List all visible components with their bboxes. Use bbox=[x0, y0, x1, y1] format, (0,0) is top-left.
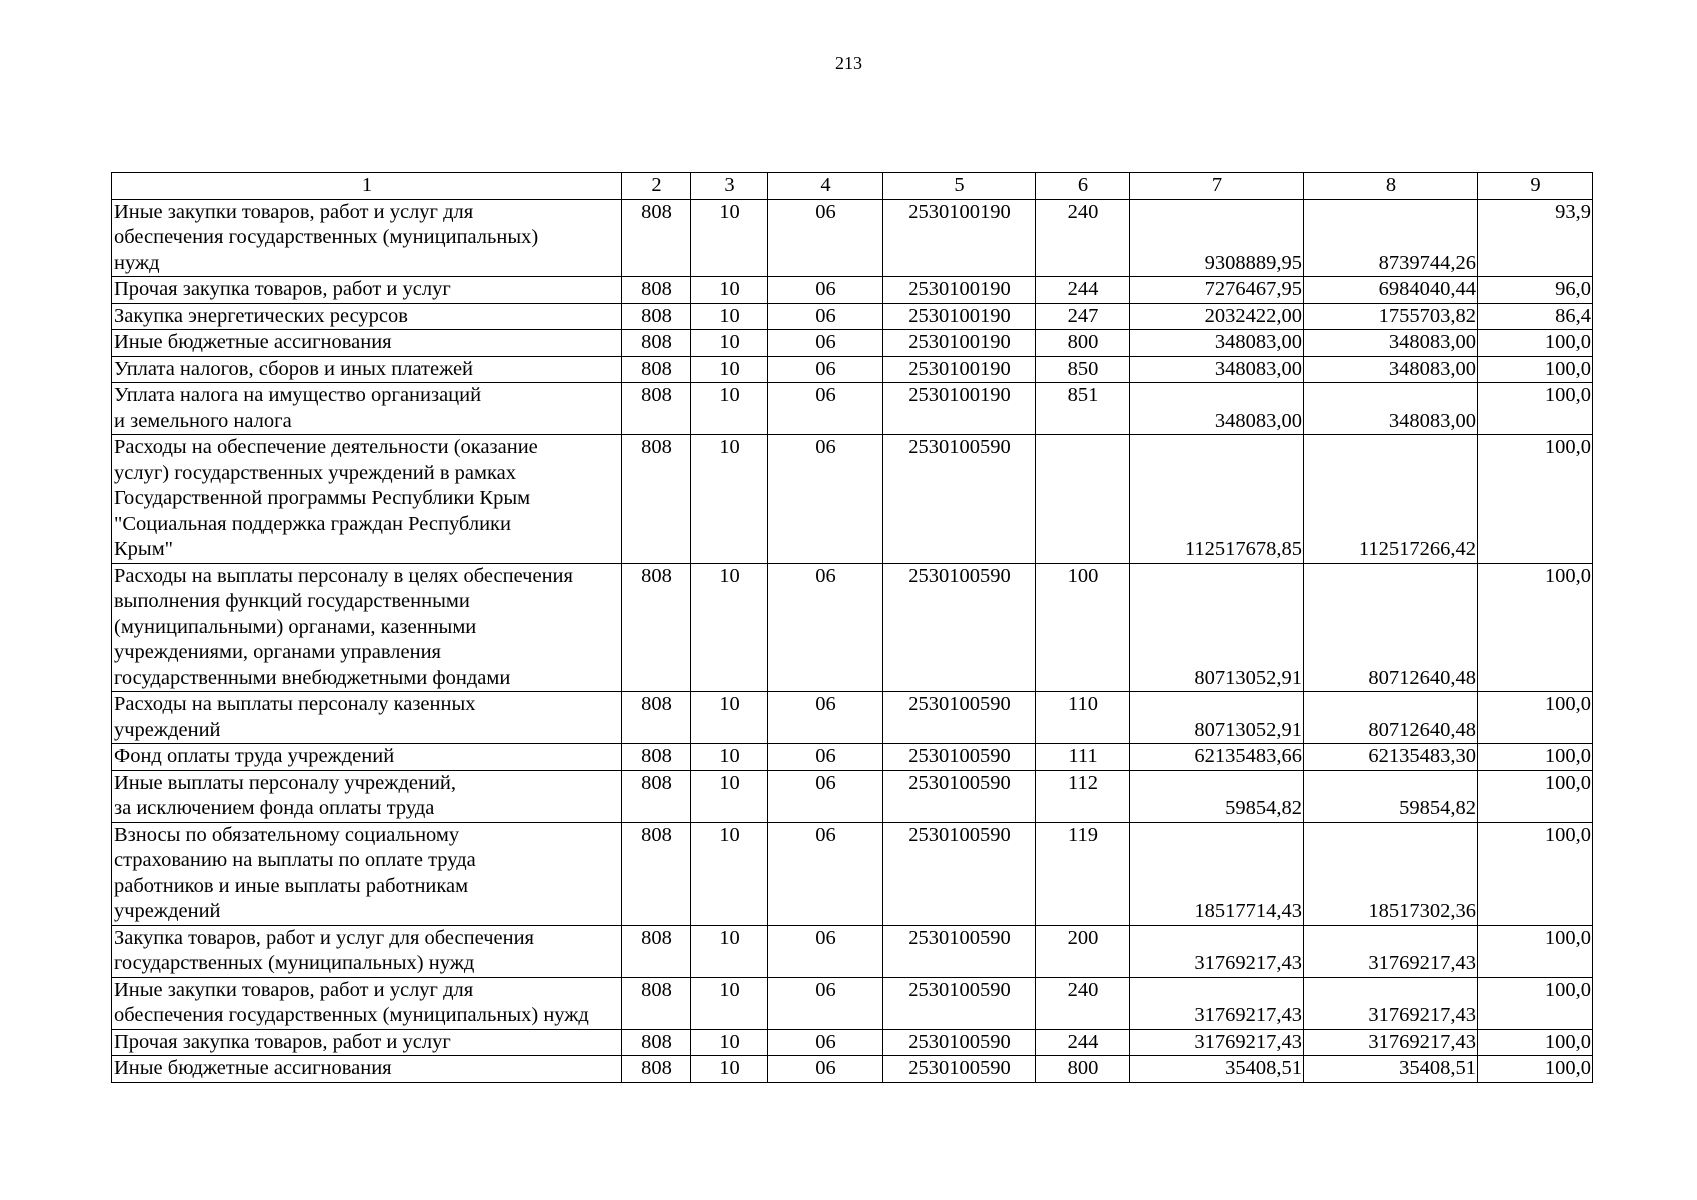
table-row bbox=[112, 356, 1593, 383]
planned-amount-cell: 62135483,66 bbox=[1130, 744, 1304, 771]
subsection-code-cell: 06 bbox=[768, 770, 883, 822]
budget-table bbox=[111, 172, 1593, 1083]
target-article-cell: 2530100190 bbox=[883, 356, 1036, 383]
item-name-line: Прочая закупка товаров, работ и услуг bbox=[114, 278, 451, 300]
subsection-code-cell: 06 bbox=[768, 199, 883, 277]
subsection-code-cell: 06 bbox=[768, 744, 883, 771]
item-name-cell bbox=[112, 1056, 622, 1083]
table-row bbox=[112, 977, 1593, 1029]
actual-amount-cell: 348083,00 bbox=[1304, 383, 1478, 435]
subsection-code-cell: 06 bbox=[768, 822, 883, 925]
year-code-cell: 808 bbox=[622, 383, 691, 435]
page-number: 213 bbox=[835, 53, 862, 73]
actual-amount-cell: 6984040,44 bbox=[1304, 277, 1478, 304]
planned-amount-cell: 9308889,95 bbox=[1130, 199, 1304, 277]
actual-amount-cell: 348083,00 bbox=[1304, 356, 1478, 383]
target-article-cell: 2530100590 bbox=[883, 1029, 1036, 1056]
expense-type-cell: 112 bbox=[1036, 770, 1130, 822]
subsection-code-cell: 06 bbox=[768, 977, 883, 1029]
target-article-cell: 2530100590 bbox=[883, 563, 1036, 692]
item-name-cell bbox=[112, 977, 622, 1029]
year-code-cell: 808 bbox=[622, 925, 691, 977]
table-row bbox=[112, 330, 1593, 357]
item-name-line: Иные выплаты персоналу учреждений, bbox=[114, 771, 457, 794]
expense-type-cell: 240 bbox=[1036, 977, 1130, 1029]
section-code-cell: 10 bbox=[691, 330, 768, 357]
item-name-line: за исключением фонда оплаты труда bbox=[114, 797, 435, 819]
expense-type-cell: 244 bbox=[1036, 277, 1130, 304]
section-code-cell: 10 bbox=[691, 925, 768, 977]
item-name-line: Иные бюджетные ассигнования bbox=[114, 331, 392, 353]
year-code-cell: 808 bbox=[622, 356, 691, 383]
item-name-cell bbox=[112, 822, 622, 925]
year-code-cell: 808 bbox=[622, 303, 691, 330]
header-row bbox=[112, 173, 1593, 200]
execution-percent-cell: 100,0 bbox=[1478, 822, 1593, 925]
table-row bbox=[112, 692, 1593, 744]
column-header: 8 bbox=[1304, 173, 1478, 200]
year-code-cell: 808 bbox=[622, 692, 691, 744]
item-name-line: обеспечения государственных (муниципальных) нужд bbox=[114, 1004, 589, 1026]
subsection-code-cell: 06 bbox=[768, 1029, 883, 1056]
column-header: 4 bbox=[768, 173, 883, 200]
item-name-line: учреждений bbox=[114, 718, 221, 741]
table-row bbox=[112, 822, 1593, 925]
target-article-cell: 2530100590 bbox=[883, 435, 1036, 564]
item-name-cell bbox=[112, 277, 622, 304]
item-name-line: Взносы по обязательному социальному bbox=[114, 823, 460, 846]
section-code-cell: 10 bbox=[691, 383, 768, 435]
execution-percent-cell: 100,0 bbox=[1478, 563, 1593, 692]
item-name-cell bbox=[112, 770, 622, 822]
execution-percent-cell: 100,0 bbox=[1478, 977, 1593, 1029]
table-row bbox=[112, 303, 1593, 330]
section-code-cell: 10 bbox=[691, 1029, 768, 1056]
execution-percent-cell: 96,0 bbox=[1478, 277, 1593, 304]
actual-amount-cell: 31769217,43 bbox=[1304, 925, 1478, 977]
execution-percent-cell: 100,0 bbox=[1478, 330, 1593, 357]
item-name-line: Закупка энергетических ресурсов bbox=[114, 304, 408, 327]
actual-amount-cell: 62135483,30 bbox=[1304, 744, 1478, 771]
target-article-cell: 2530100190 bbox=[883, 277, 1036, 304]
year-code-cell: 808 bbox=[622, 744, 691, 771]
table-row bbox=[112, 744, 1593, 771]
execution-percent-cell: 100,0 bbox=[1478, 1029, 1593, 1056]
year-code-cell: 808 bbox=[622, 977, 691, 1029]
item-name-line: Иные закупки товаров, работ и услуг для bbox=[114, 200, 474, 223]
section-code-cell: 10 bbox=[691, 692, 768, 744]
section-code-cell: 10 bbox=[691, 356, 768, 383]
planned-amount-cell: 348083,00 bbox=[1130, 356, 1304, 383]
year-code-cell: 808 bbox=[622, 1056, 691, 1083]
subsection-code-cell: 06 bbox=[768, 356, 883, 383]
actual-amount-cell: 8739744,26 bbox=[1304, 199, 1478, 277]
item-name-line: Расходы на выплаты персоналу казенных bbox=[114, 693, 476, 715]
item-name-line: Крым" bbox=[114, 538, 174, 560]
item-name-line: учреждений bbox=[114, 900, 221, 922]
target-article-cell: 2530100590 bbox=[883, 1056, 1036, 1083]
item-name-cell bbox=[112, 925, 622, 977]
table-row bbox=[112, 383, 1593, 435]
expense-type-cell: 800 bbox=[1036, 330, 1130, 357]
expense-type-cell bbox=[1036, 435, 1130, 564]
item-name-cell bbox=[112, 383, 622, 435]
item-name-cell bbox=[112, 744, 622, 771]
item-name-cell bbox=[112, 435, 622, 564]
expense-type-cell: 244 bbox=[1036, 1029, 1130, 1056]
section-code-cell: 10 bbox=[691, 303, 768, 330]
item-name-line: Уплата налогов, сборов и иных платежей bbox=[114, 357, 474, 380]
item-name-line: страхованию на выплаты по оплате труда bbox=[114, 849, 476, 871]
item-name-cell bbox=[112, 199, 622, 277]
table-row bbox=[112, 277, 1593, 304]
column-header: 3 bbox=[691, 173, 768, 200]
target-article-cell: 2530100190 bbox=[883, 330, 1036, 357]
subsection-code-cell: 06 bbox=[768, 925, 883, 977]
item-name-line: (муниципальными) органами, казенными bbox=[114, 615, 477, 638]
planned-amount-cell: 31769217,43 bbox=[1130, 925, 1304, 977]
subsection-code-cell: 06 bbox=[768, 277, 883, 304]
subsection-code-cell: 06 bbox=[768, 563, 883, 692]
table-row bbox=[112, 199, 1593, 277]
table-row bbox=[112, 1029, 1593, 1056]
target-article-cell: 2530100190 bbox=[883, 383, 1036, 435]
subsection-code-cell: 06 bbox=[768, 383, 883, 435]
execution-percent-cell: 93,9 bbox=[1478, 199, 1593, 277]
expense-type-cell: 110 bbox=[1036, 692, 1130, 744]
subsection-code-cell: 06 bbox=[768, 1056, 883, 1083]
item-name-cell bbox=[112, 1029, 622, 1056]
actual-amount-cell: 59854,82 bbox=[1304, 770, 1478, 822]
planned-amount-cell: 7276467,95 bbox=[1130, 277, 1304, 304]
expense-type-cell: 111 bbox=[1036, 744, 1130, 771]
table-body bbox=[112, 199, 1593, 1082]
target-article-cell: 2530100590 bbox=[883, 744, 1036, 771]
actual-amount-cell: 1755703,82 bbox=[1304, 303, 1478, 330]
execution-percent-cell: 100,0 bbox=[1478, 692, 1593, 744]
target-article-cell: 2530100190 bbox=[883, 199, 1036, 277]
execution-percent-cell: 100,0 bbox=[1478, 356, 1593, 383]
expense-type-cell: 800 bbox=[1036, 1056, 1130, 1083]
execution-percent-cell: 100,0 bbox=[1478, 383, 1593, 435]
column-header: 5 bbox=[883, 173, 1036, 200]
item-name-line: услуг) государственных учреждений в рамках bbox=[114, 461, 516, 484]
section-code-cell: 10 bbox=[691, 563, 768, 692]
item-name-line: нужд bbox=[114, 251, 160, 274]
execution-percent-cell: 100,0 bbox=[1478, 925, 1593, 977]
expense-type-cell: 200 bbox=[1036, 925, 1130, 977]
expense-type-cell: 240 bbox=[1036, 199, 1130, 277]
subsection-code-cell: 06 bbox=[768, 435, 883, 564]
item-name-line: Расходы на выплаты персоналу в целях обеспечения bbox=[114, 564, 573, 587]
planned-amount-cell: 80713052,91 bbox=[1130, 563, 1304, 692]
expense-type-cell: 850 bbox=[1036, 356, 1130, 383]
section-code-cell: 10 bbox=[691, 199, 768, 277]
column-header: 6 bbox=[1036, 173, 1130, 200]
year-code-cell: 808 bbox=[622, 822, 691, 925]
item-name-line: Закупка товаров, работ и услуг для обеспечения bbox=[114, 926, 534, 949]
planned-amount-cell: 80713052,91 bbox=[1130, 692, 1304, 744]
column-header: 7 bbox=[1130, 173, 1304, 200]
actual-amount-cell: 80712640,48 bbox=[1304, 563, 1478, 692]
planned-amount-cell: 31769217,43 bbox=[1130, 977, 1304, 1029]
table-row bbox=[112, 1056, 1593, 1083]
target-article-cell: 2530100590 bbox=[883, 977, 1036, 1029]
year-code-cell: 808 bbox=[622, 277, 691, 304]
column-header: 1 bbox=[112, 173, 622, 200]
item-name-line: "Социальная поддержка граждан Республики bbox=[114, 512, 511, 535]
item-name-line: Фонд оплаты труда учреждений bbox=[114, 745, 395, 767]
item-name-cell bbox=[112, 356, 622, 383]
item-name-line: Иные закупки товаров, работ и услуг для bbox=[114, 978, 474, 1001]
year-code-cell: 808 bbox=[622, 199, 691, 277]
item-name-line: выполнения функций государственными bbox=[114, 590, 470, 612]
section-code-cell: 10 bbox=[691, 435, 768, 564]
year-code-cell: 808 bbox=[622, 1029, 691, 1056]
expense-type-cell: 247 bbox=[1036, 303, 1130, 330]
execution-percent-cell: 100,0 bbox=[1478, 435, 1593, 564]
subsection-code-cell: 06 bbox=[768, 692, 883, 744]
actual-amount-cell: 80712640,48 bbox=[1304, 692, 1478, 744]
planned-amount-cell: 348083,00 bbox=[1130, 330, 1304, 357]
section-code-cell: 10 bbox=[691, 977, 768, 1029]
subsection-code-cell: 06 bbox=[768, 303, 883, 330]
target-article-cell: 2530100590 bbox=[883, 925, 1036, 977]
actual-amount-cell: 35408,51 bbox=[1304, 1056, 1478, 1083]
section-code-cell: 10 bbox=[691, 770, 768, 822]
section-code-cell: 10 bbox=[691, 744, 768, 771]
target-article-cell: 2530100590 bbox=[883, 822, 1036, 925]
item-name-line: работников и иные выплаты работникам bbox=[114, 874, 469, 897]
table-row bbox=[112, 435, 1593, 564]
item-name-line: Иные бюджетные ассигнования bbox=[114, 1057, 392, 1079]
item-name-line: государственных (муниципальных) нужд bbox=[114, 952, 475, 974]
section-code-cell: 10 bbox=[691, 822, 768, 925]
execution-percent-cell: 100,0 bbox=[1478, 770, 1593, 822]
item-name-cell bbox=[112, 692, 622, 744]
item-name-line: Государственной программы Республики Крым bbox=[114, 487, 531, 509]
planned-amount-cell: 18517714,43 bbox=[1130, 822, 1304, 925]
planned-amount-cell: 2032422,00 bbox=[1130, 303, 1304, 330]
expense-type-cell: 119 bbox=[1036, 822, 1130, 925]
item-name-line: Уплата налога на имущество организаций bbox=[114, 384, 482, 406]
planned-amount-cell: 35408,51 bbox=[1130, 1056, 1304, 1083]
subsection-code-cell: 06 bbox=[768, 330, 883, 357]
actual-amount-cell: 18517302,36 bbox=[1304, 822, 1478, 925]
expense-type-cell: 100 bbox=[1036, 563, 1130, 692]
execution-percent-cell: 100,0 bbox=[1478, 744, 1593, 771]
expense-type-cell: 851 bbox=[1036, 383, 1130, 435]
table-row bbox=[112, 925, 1593, 977]
item-name-line: Прочая закупка товаров, работ и услуг bbox=[114, 1030, 451, 1053]
execution-percent-cell: 100,0 bbox=[1478, 1056, 1593, 1083]
actual-amount-cell: 31769217,43 bbox=[1304, 1029, 1478, 1056]
section-code-cell: 10 bbox=[691, 1056, 768, 1083]
planned-amount-cell: 348083,00 bbox=[1130, 383, 1304, 435]
year-code-cell: 808 bbox=[622, 435, 691, 564]
item-name-line: учреждениями, органами управления bbox=[114, 641, 441, 663]
target-article-cell: 2530100590 bbox=[883, 692, 1036, 744]
table-row bbox=[112, 770, 1593, 822]
year-code-cell: 808 bbox=[622, 770, 691, 822]
target-article-cell: 2530100190 bbox=[883, 303, 1036, 330]
actual-amount-cell: 348083,00 bbox=[1304, 330, 1478, 357]
year-code-cell: 808 bbox=[622, 563, 691, 692]
execution-percent-cell: 86,4 bbox=[1478, 303, 1593, 330]
planned-amount-cell: 112517678,85 bbox=[1130, 435, 1304, 564]
year-code-cell: 808 bbox=[622, 330, 691, 357]
actual-amount-cell: 31769217,43 bbox=[1304, 977, 1478, 1029]
actual-amount-cell: 112517266,42 bbox=[1304, 435, 1478, 564]
planned-amount-cell: 31769217,43 bbox=[1130, 1029, 1304, 1056]
item-name-cell bbox=[112, 330, 622, 357]
item-name-line: и земельного налога bbox=[114, 409, 292, 432]
planned-amount-cell: 59854,82 bbox=[1130, 770, 1304, 822]
table-row bbox=[112, 563, 1593, 692]
item-name-cell bbox=[112, 563, 622, 692]
item-name-cell bbox=[112, 303, 622, 330]
column-header: 9 bbox=[1478, 173, 1593, 200]
column-header: 2 bbox=[622, 173, 691, 200]
item-name-line: обеспечения государственных (муниципальных) bbox=[114, 226, 539, 248]
item-name-line: Расходы на обеспечение деятельности (оказание bbox=[114, 436, 538, 458]
item-name-line: государственными внебюджетными фондами bbox=[114, 666, 511, 689]
section-code-cell: 10 bbox=[691, 277, 768, 304]
target-article-cell: 2530100590 bbox=[883, 770, 1036, 822]
